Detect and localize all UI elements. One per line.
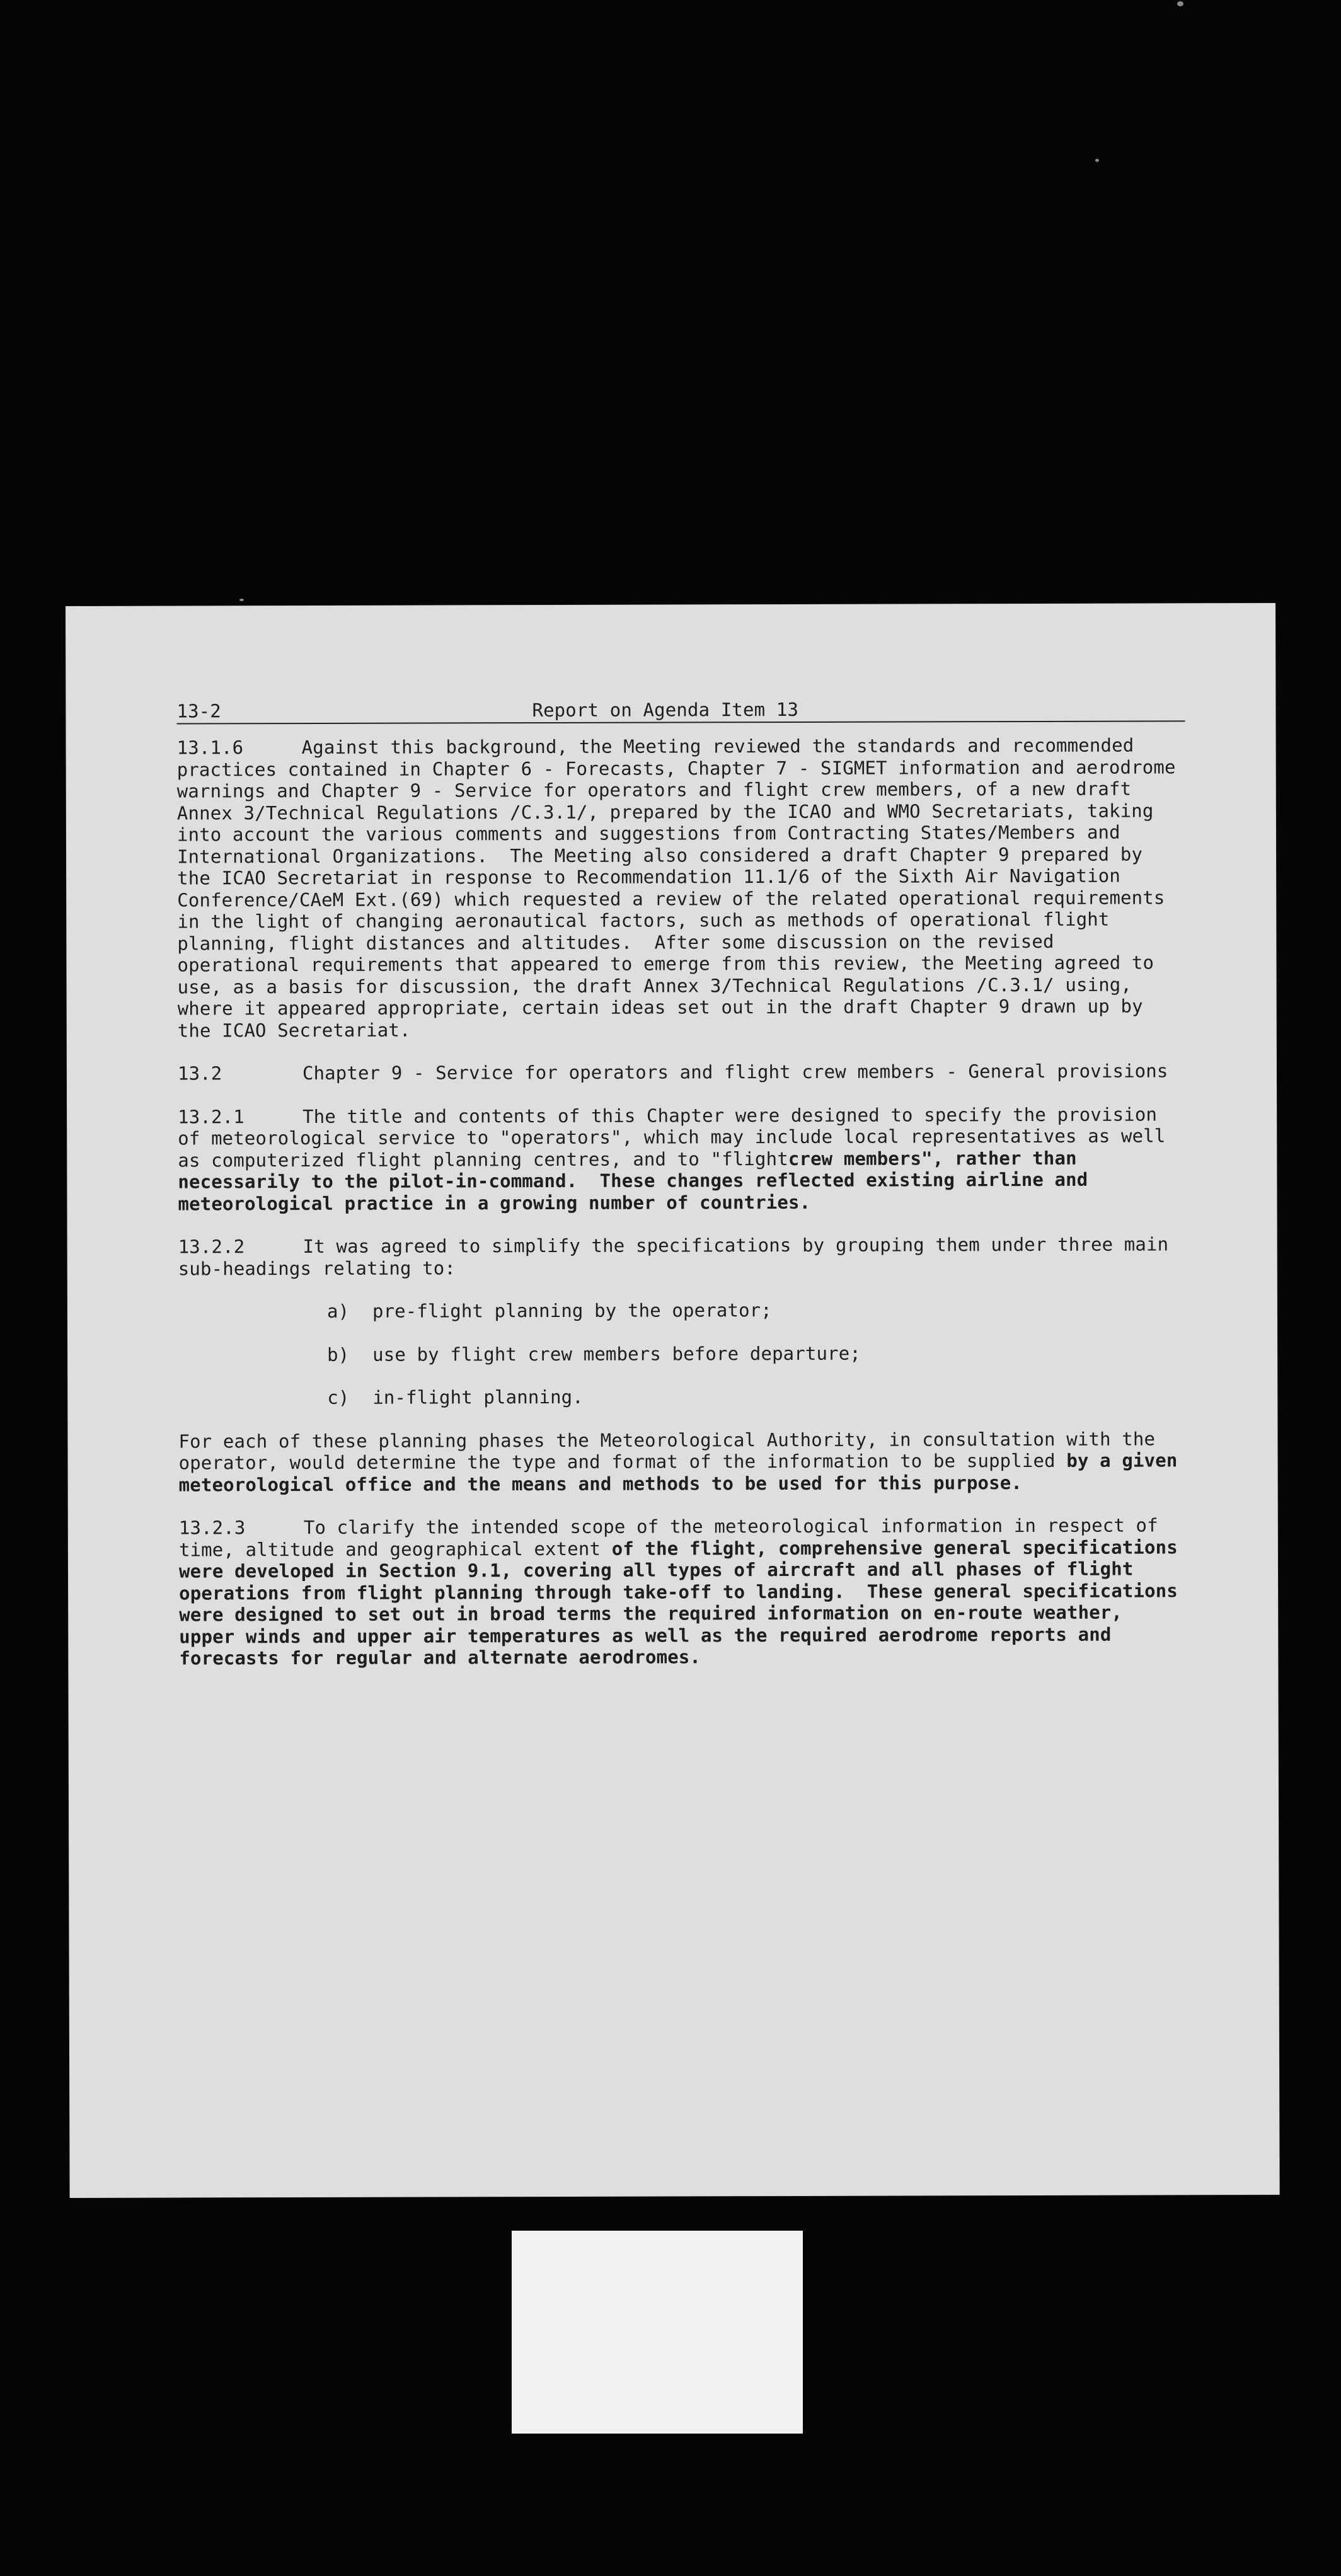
list-letter: b) bbox=[327, 1343, 350, 1366]
paragraph-13-2-2 bbox=[178, 1233, 1187, 1279]
page-number: 13-2 bbox=[176, 700, 221, 722]
sub-heading-list bbox=[178, 1298, 1187, 1409]
paragraph-number: 13.2.1 bbox=[178, 1105, 245, 1128]
page-header bbox=[176, 698, 1185, 724]
paragraph-text: For each of these planning phases the Meteorological Authority, in consultation with the operator, would determine the type and format of the information to be supplied bbox=[178, 1427, 1166, 1474]
paragraph-number: 13.2.3 bbox=[178, 1517, 246, 1539]
list-letter: a) bbox=[326, 1300, 350, 1322]
paragraph-number: 13.2.2 bbox=[178, 1236, 245, 1258]
paragraph-number: 13.1.6 bbox=[176, 737, 244, 759]
paragraph-text: Against this background, the Meeting reviewed the standards and recommended practices contained in Chapter 6 - Forecasts, Chapter 7 - SIGMET information and aerodrome warnings and Chapter 9 - Service for operators and flight crew members, of a new draft Annex 3/Technical Regulations /C.3.1/, prepared by the ICAO and WMO Secretariats, taking into account the various comments and suggestions from Contracting States/Members and International Organizations. The Meeting also considered a draft Chapter 9 prepared by the ICAO Secretariat in response to Recommendation 11.1/6 of the Sixth Air Navigation Conference/CAeM Ext.(69) which requested a review of the related operational requirements in the light of changing aeronautical factors, such as methods of operational flight planning, flight distances and altitudes. After some discussion on the revised operational requirements that appeared to emerge from this review, the Meeting agreed to use, as a basis for discussion, the draft Annex 3/Technical Regulations /C.3.1/ using, where it appeared appropriate, certain ideas set out in the draft Chapter 9 drawn up by the ICAO Secretariat. bbox=[176, 734, 1187, 1042]
paragraph-bold-text: by a given meteorological office and the means and methods to be used for this purpose. bbox=[178, 1449, 1189, 1496]
page-title: Report on Agenda Item 13 bbox=[532, 698, 799, 722]
film-speck bbox=[1177, 1, 1183, 6]
paragraph-planning-phases bbox=[178, 1428, 1187, 1496]
paragraph-bold-text: of the flight, comprehensive general specifications were developed in Section 9.1, covering all types of aircraft and all phases of flight operations from flight planning through take-off to landing. These general specifications were designed to set out in broad terms the required information on en-route weather, upper winds and upper air temperatures as well as the required aerodrome reports and forecasts for regular and alternate aerodromes. bbox=[178, 1536, 1189, 1669]
list-text: use by flight crew members before departure; bbox=[372, 1342, 861, 1366]
list-text: pre-flight planning by the operator; bbox=[372, 1299, 772, 1322]
list-letter: c) bbox=[327, 1386, 350, 1408]
film-speck bbox=[1095, 159, 1099, 162]
paragraph-text: The title and contents of this Chapter were designed to specify the provision of meteorological service to "operators", which may include local representatives as well as computerized flight planning centres, and to "flight bbox=[178, 1103, 1177, 1171]
document-page bbox=[66, 603, 1280, 2198]
section-heading-13-2 bbox=[178, 1060, 1186, 1084]
list-text: in-flight planning. bbox=[372, 1386, 584, 1408]
paragraph-13-2-1 bbox=[178, 1103, 1186, 1215]
list-item bbox=[327, 1384, 1187, 1408]
list-item bbox=[327, 1342, 1187, 1366]
film-frame-marker bbox=[512, 2231, 803, 2434]
paragraph-13-2-3 bbox=[179, 1514, 1188, 1669]
film-speck bbox=[239, 599, 244, 601]
list-item bbox=[327, 1298, 1187, 1322]
section-number: 13.2 bbox=[177, 1062, 222, 1084]
paragraph-text: It was agreed to simplify the specifications by grouping them under three main sub-headings relating to: bbox=[178, 1233, 1180, 1280]
section-title: Chapter 9 - Service for operators and flight crew members - General provisions bbox=[302, 1060, 1168, 1084]
paragraph-text: To clarify the intended scope of the meteorological information in respect of time, altitude and geographical extent bbox=[178, 1514, 1170, 1561]
paragraph-bold-text: crew members", rather than necessarily to the pilot-in-command. These changes reflected existing airline and meteorological practice in a growing number of countries. bbox=[178, 1147, 1100, 1215]
paragraph-13-1-6 bbox=[177, 734, 1186, 1041]
page-content bbox=[176, 698, 1187, 1691]
